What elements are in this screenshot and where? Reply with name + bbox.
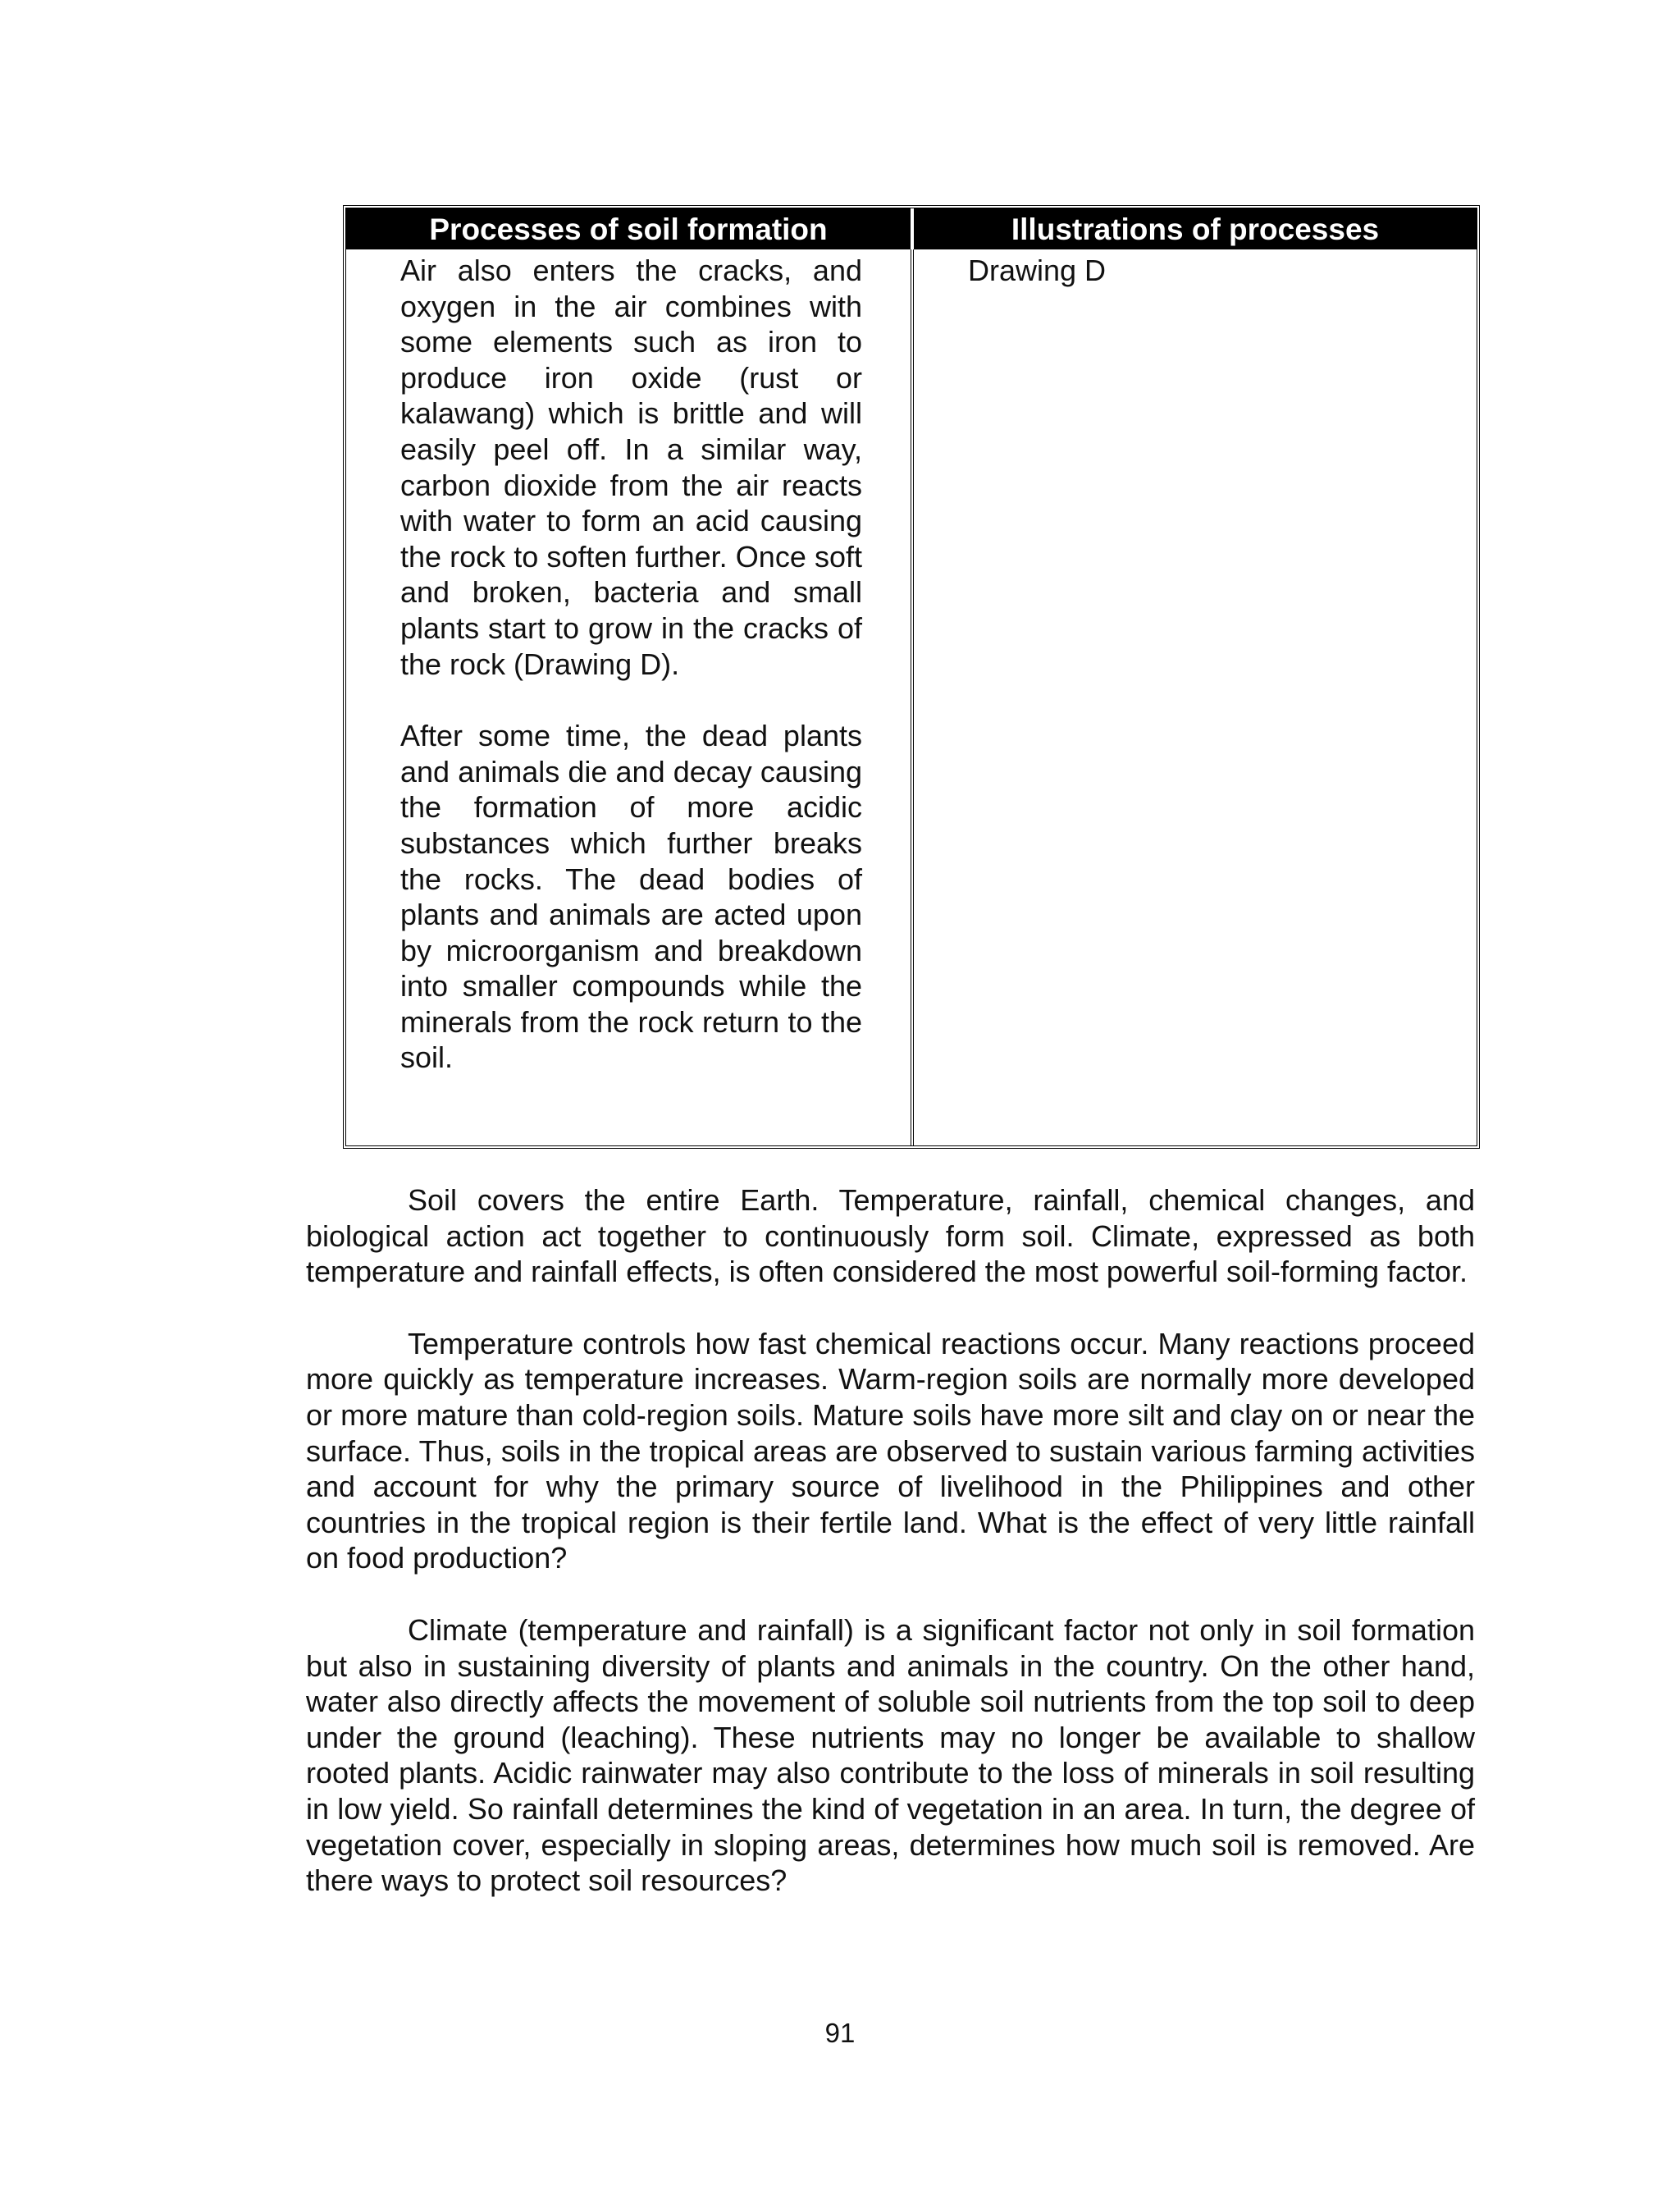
process-paragraph: Air also enters the cracks, and oxygen in the air combines with some elements such as iron to produce iron oxide (rust or kalawang) which is brittle and will easily peel off. In a similar way, carbon dioxide from the air reacts with water to form an acid causing the rock to soften further. Once soft and broken, bacteria and small plants start to grow in the cracks of the rock (Drawing D). [400,254,862,681]
illustration-cell [914,249,1477,1145]
page-number: 91 [824,2018,856,2048]
body-paragraph: Climate (temperature and rainfall) is a significant factor not only in soil formation but also in sustaining diversity of plants and animals in the country. On the other hand, water also directly affects the movement of soluble soil nutrients from the top soil to deep under the ground (leaching). These nutrients may no longer be available to shallow rooted plants. Acidic rainwater may also contribute to the loss of minerals in soil resulting in low yield. So rainfall determines the kind of vegetation in an area. In turn, the degree of vegetation cover, especially in sloping areas, determines how much soil is removed. Are there ways to protect soil resources? [306,1612,1475,1898]
header-illustrations: Illustrations of processes [914,208,1477,249]
body-paragraph: Soil covers the entire Earth. Temperature, rainfall, chemical changes, and biological action act together to continuously form soil. Climate, expressed as both temperature and rainfall effects, is often considered the most powerful soil-forming factor. [306,1183,1475,1289]
soil-formation-table [343,205,1480,1149]
process-paragraph: After some time, the dead plants and animals die and decay causing the formation of more acidic substances which further breaks the rocks. The dead bodies of plants and animals are acted upon by microorganism and breakdown into smaller compounds while the minerals from the rock return to the soil. [400,719,862,1075]
header-processes: Processes of soil formation [346,208,914,249]
illustration-label: Drawing D [968,254,1107,287]
body-text [306,1182,1475,1935]
process-cell [346,249,914,1145]
body-paragraph: Temperature controls how fast chemical reactions occur. Many reactions proceed more quickly as temperature increases. Warm-region soils are normally more developed or more mature than cold-region soils. Mature soils have more silt and clay on or near the surface. Thus, soils in the tropical areas are observed to sustain various farming activities and account for why the primary source of livelihood in the Philippines and other countries in the tropical region is their fertile land. What is the effect of very little rainfall on food production? [306,1326,1475,1575]
